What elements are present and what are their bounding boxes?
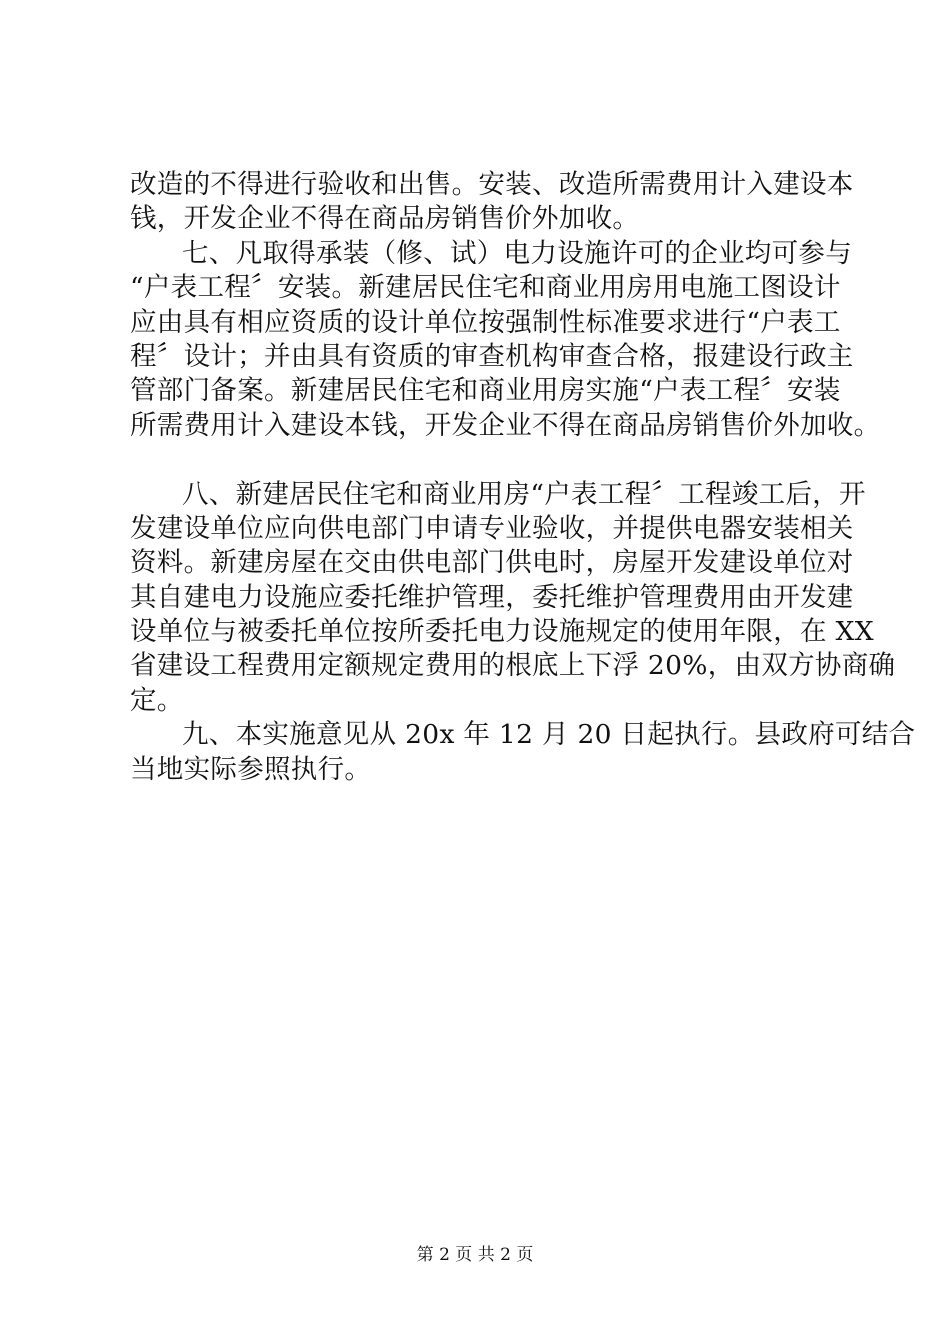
document-body — [130, 168, 916, 787]
text-line: 当地实际参照执行。 — [130, 753, 372, 785]
text-line: “户表工程〞安装。新建居民住宅和商业用房用电施工图设计 — [130, 272, 841, 304]
text-line: 程〞设计；并由具有资质的审查机构审查合格，报建设行政主 — [130, 340, 854, 372]
text-line: 管部门备案。新建居民住宅和商业用房实施“户表工程〞安装 — [130, 375, 841, 407]
text-line: 发建设单位应向供电部门申请专业验收，并提供电器安装相关 — [130, 512, 854, 544]
text-line: 七、凡取得承装（修、试）电力设施许可的企业均可参与 — [182, 237, 852, 269]
page-number-footer: 第 2 页 共 2 页 — [416, 1245, 534, 1265]
text-line: 九、本实施意见从 20x 年 12 月 20 日起执行。县政府可结合 — [182, 719, 916, 751]
text-line: 设单位与被委托单位按所委托电力设施规定的使用年限，在 XX — [130, 616, 874, 648]
paragraph-seven — [130, 237, 881, 443]
text-line: 钱，开发企业不得在商品房销售价外加收。 — [130, 203, 640, 235]
text-line: 所需费用计入建设本钱，开发企业不得在商品房销售价外加收。 — [130, 409, 881, 441]
paragraph-spacer — [130, 443, 842, 477]
paragraph-eight — [130, 478, 896, 719]
paragraph-nine — [130, 718, 916, 787]
text-line: 应由具有相应资质的设计单位按强制性标准要求进行“户表工 — [130, 306, 841, 338]
text-line: 其自建电力设施应委托维护管理，委托维护管理费用由开发建 — [130, 581, 854, 613]
paragraph-continuation — [130, 168, 854, 237]
text-line: 改造的不得进行验收和出售。安装、改造所需费用计入建设本 — [130, 169, 854, 200]
text-line: 资料。新建房屋在交由供电部门供电时，房屋开发建设单位对 — [130, 547, 854, 579]
text-line: 定。 — [130, 684, 184, 716]
text-line: 省建设工程费用定额规定费用的根底上下浮 20%，由双方协商确 — [130, 650, 896, 682]
text-line: 八、新建居民住宅和商业用房“户表工程〞工程竣工后，开 — [182, 478, 866, 510]
